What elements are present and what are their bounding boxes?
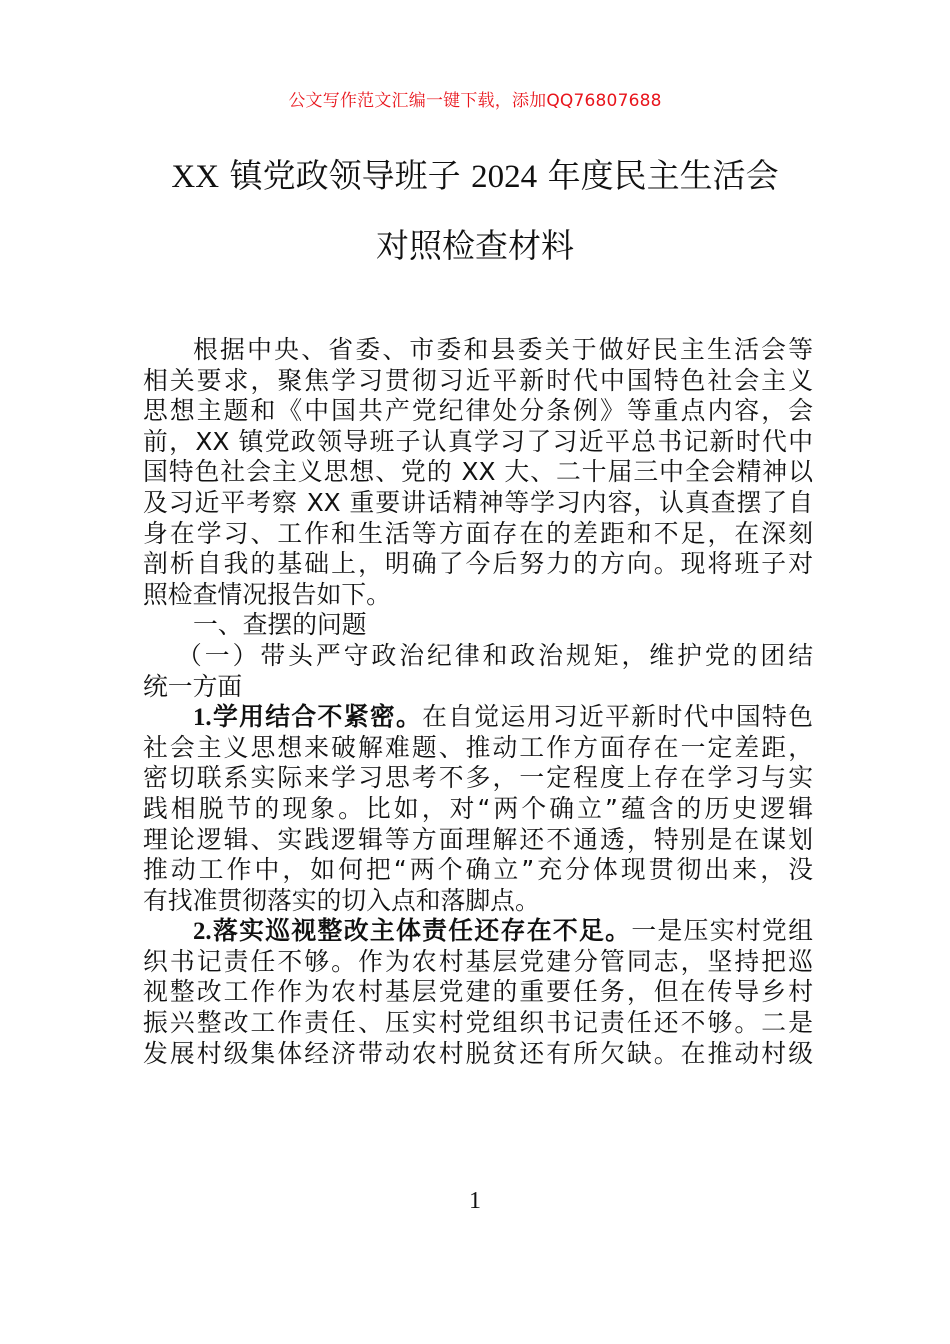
title-part-a: 镇党政领导班子 xyxy=(219,156,472,195)
intro-line: 身在学习、工作和生活等方面存在的差距和不足，在深刻 xyxy=(143,518,813,548)
intro-line: 国特色社会主义思想、党的 XX 大、二十届三中全会精神以 xyxy=(143,457,813,487)
item-1-line: 践相脱节的现象。比如，对“两个确立”蕴含的历史逻辑 xyxy=(143,793,813,823)
item-1-title: 学用结合不紧密。 xyxy=(211,702,423,732)
item-2-line: 发展村级集体经济带动农村脱贫还有所欠缺。在推动村级 xyxy=(143,1038,813,1068)
item-2-title: 落实巡视整改主体责任还存在不足。 xyxy=(211,916,632,946)
intro-line: 剖析自我的基础上，明确了今后努力的方向。现将班子对 xyxy=(143,549,813,579)
item-1-line: 理论逻辑、实践逻辑等方面理解还不通透，特别是在谋划 xyxy=(143,824,813,854)
item-1-number: 1. xyxy=(193,704,212,732)
item-1-line: 社会主义思想来破解难题、推动工作方面存在一定差距， xyxy=(143,732,813,762)
document-title-line-2: 对照检查材料 xyxy=(376,226,574,265)
item-2-line: 织书记责任不够。作为农村基层党建分管同志，坚持把巡 xyxy=(143,946,813,976)
item-2-line: 振兴整改工作责任、压实村党组织书记责任还不够。二是 xyxy=(143,1008,813,1038)
subsection-heading-line: （一）带头严守政治纪律和政治规矩，维护党的团结 xyxy=(177,640,813,670)
document-body xyxy=(143,335,813,1069)
item-2-line: 视整改工作作为农村基层党建的重要任务，但在传导乡村 xyxy=(143,977,813,1007)
item-1-line: 密切联系实际来学习思考不多，一定程度上存在学习与实 xyxy=(143,763,813,793)
page-number: 1 xyxy=(469,1188,481,1214)
title-part-b: 年度民主生活会 xyxy=(537,156,779,195)
item-2-first-line xyxy=(143,916,813,947)
watermark-banner: 公文写作范文汇编一键下载，添加QQ76807688 xyxy=(288,91,662,111)
item-1-line: 推动工作中，如何把“两个确立”充分体现贯彻出来，没 xyxy=(143,855,813,885)
intro-line: 相关要求，聚焦学习贯彻习近平新时代中国特色社会主义 xyxy=(143,365,813,395)
intro-line: 及习近平考察 XX 重要讲话精神等学习内容，认真查摆了自 xyxy=(143,487,813,517)
item-1-line: 有找准贯彻落实的切入点和落脚点。 xyxy=(143,885,540,915)
intro-line: 前，XX 镇党政领导班子认真学习了习近平总书记新时代中 xyxy=(143,426,813,456)
subsection-heading-line: 统一方面 xyxy=(143,671,243,701)
item-1-text: 在自觉运用习近平新时代中国特色 xyxy=(422,702,813,732)
item-2-number: 2. xyxy=(193,918,212,946)
intro-line: 照检查情况报告如下。 xyxy=(143,579,391,609)
title-prefix: XX xyxy=(171,159,220,195)
intro-line: 思想主题和《中国共产党纪律处分条例》等重点内容，会 xyxy=(143,396,813,426)
intro-line: 根据中央、省委、市委和县委关于做好民主生活会等 xyxy=(193,335,813,364)
item-1-first-line xyxy=(143,702,813,733)
item-2-text: 一是压实村党组 xyxy=(631,916,813,946)
document-title-line-1 xyxy=(0,150,950,197)
section-heading: 一、查摆的问题 xyxy=(193,610,367,640)
title-year: 2024 xyxy=(471,159,538,195)
